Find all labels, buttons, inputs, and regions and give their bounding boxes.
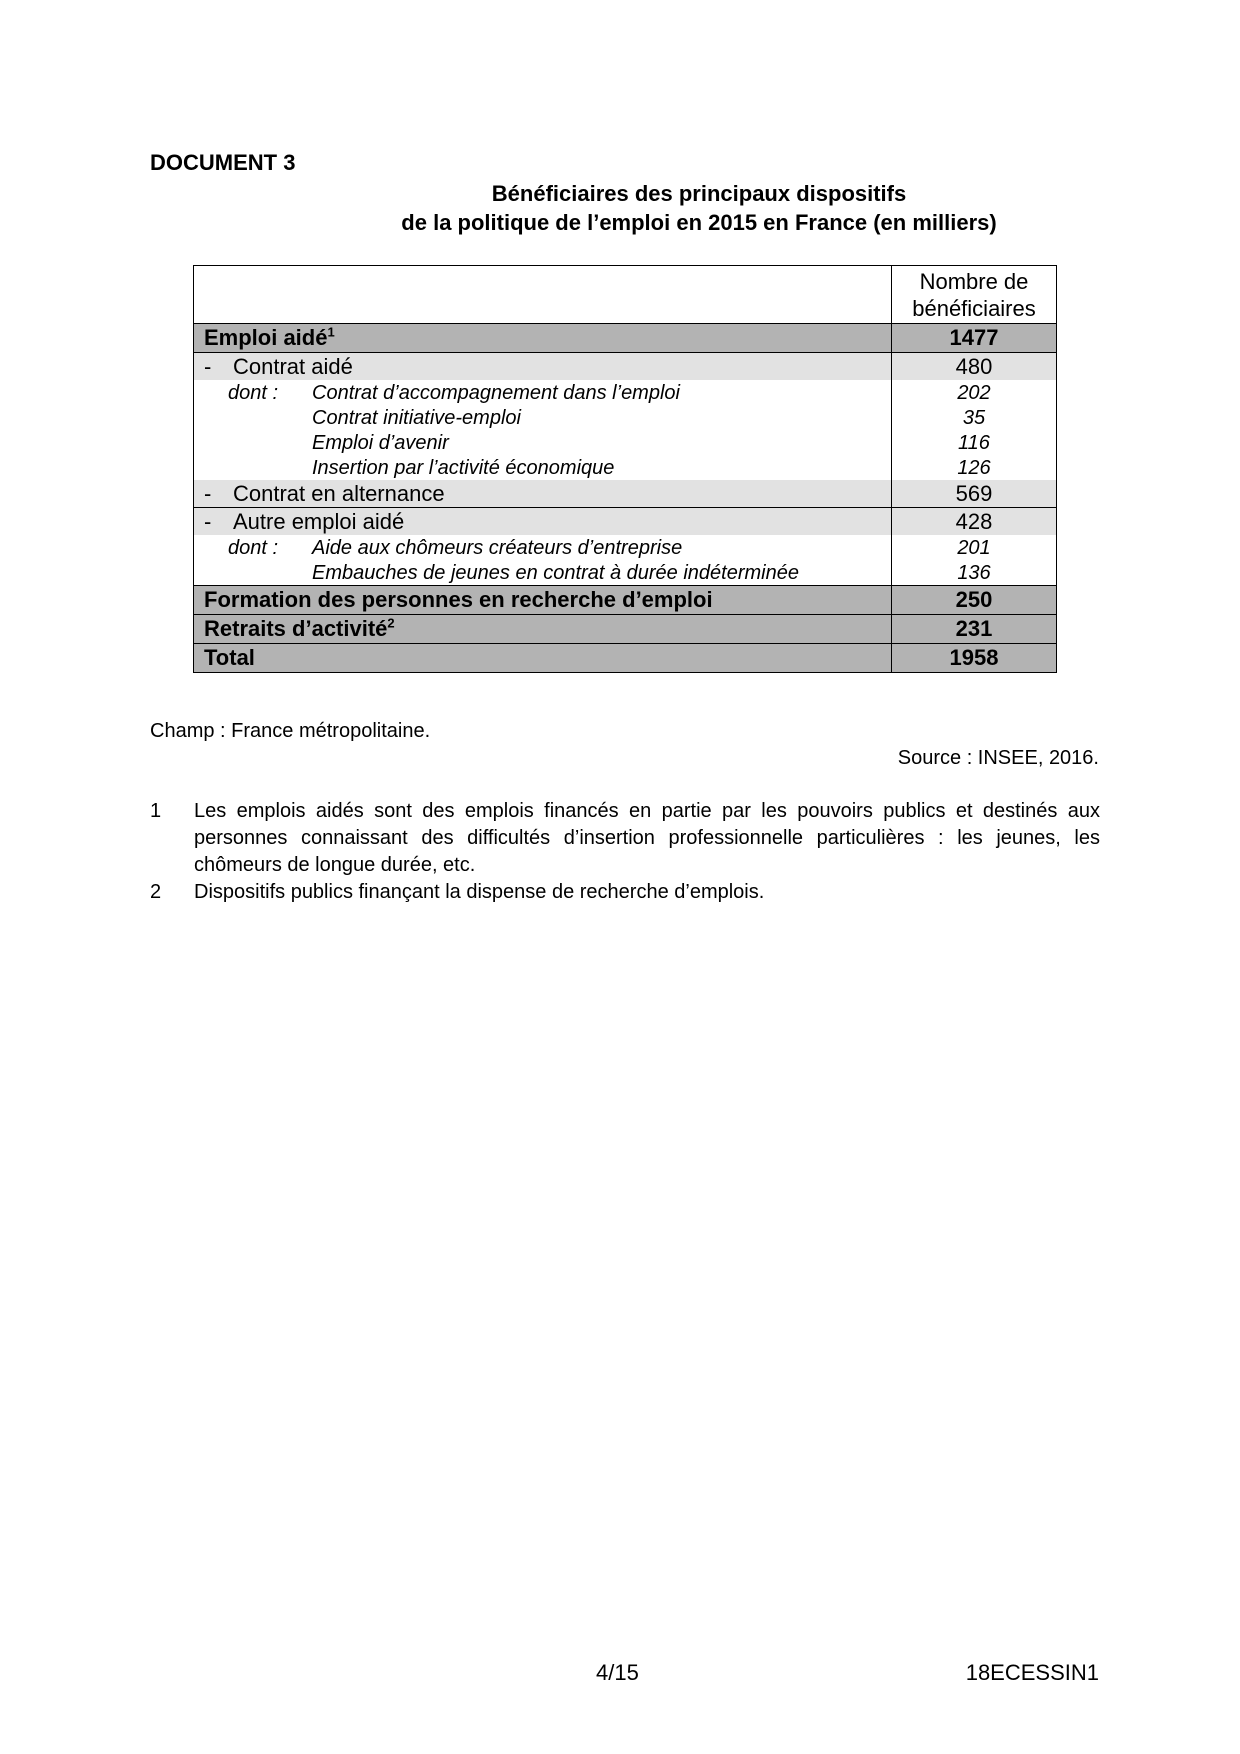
page-number: 4/15	[596, 1660, 639, 1685]
table-row: Insertion par l’activité économique 126	[194, 455, 1057, 480]
table-row: Contrat initiative-emploi 35	[194, 405, 1057, 430]
table-row: Formation des personnes en recherche d’emploi 250	[194, 586, 1057, 615]
table-header-row	[194, 266, 1057, 324]
table-row: - Contrat en alternance 569	[194, 480, 1057, 508]
table-row: dont : Contrat d’accompagnement dans l’emploi 202	[194, 380, 1057, 405]
table-row: - Autre emploi aidé 428	[194, 508, 1057, 536]
document-code: 18ECESSIN1	[965, 1660, 1099, 1685]
beneficiaries-table	[193, 265, 1057, 673]
table-row: Emploi aidé$^1$ 1477	[194, 324, 1057, 353]
table-row: Emploi d’avenir 116	[194, 430, 1057, 455]
table-row: dont : Aide aux chômeurs créateurs d’entreprise 201	[194, 535, 1057, 560]
title-line-2: de la politique de l’emploi en 2015 en France (en milliers)	[401, 210, 997, 235]
column-header: Nombre de bénéficiaires	[892, 266, 1057, 324]
scope-note: Champ : France métropolitaine.	[150, 720, 431, 742]
page-title	[150, 179, 1240, 237]
footnote-1: 1 Les emplois aidés sont des emplois financés en partie par les pouvoirs publics et destinés aux personnes connaissant des difficultés d’insertion professionnelle particulières : les jeunes, les chômeurs de longue durée, etc.	[150, 800, 1100, 876]
source-note: Source : INSEE, 2016.	[897, 747, 1099, 769]
table-row: - Contrat aidé 480	[194, 353, 1057, 381]
table-row: Embauches de jeunes en contrat à durée indéterminée 136	[194, 560, 1057, 586]
table-total-row: Total 1958	[194, 644, 1057, 673]
title-line-1: Bénéficiaires des principaux dispositifs	[491, 181, 907, 206]
document-label: DOCUMENT 3	[150, 150, 296, 175]
footnote-2: 2 Dispositifs publics finançant la dispense de recherche d’emplois.	[150, 881, 765, 903]
table-row: Retraits d’activité$^2$ 231	[194, 615, 1057, 644]
